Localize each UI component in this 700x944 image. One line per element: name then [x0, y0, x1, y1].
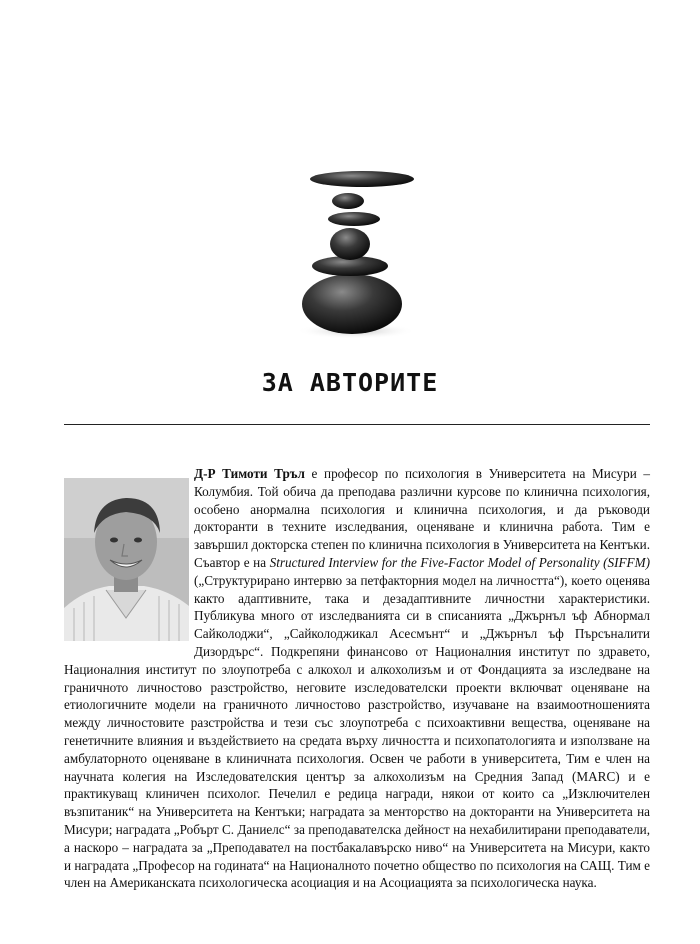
bio-book-title: Structured Interview for the Five-Factor Model of Personality (SIFFM) — [269, 554, 650, 570]
balanced-stones-icon — [284, 166, 424, 341]
section-title: ЗА АВТОРИТЕ — [261, 368, 439, 397]
author-name: Д-Р Тимоти Тръл — [194, 466, 305, 481]
title-divider — [64, 424, 650, 425]
author-bio — [64, 465, 650, 892]
photo-wrap-spacer — [64, 465, 194, 645]
bio-text-part2: („Структурирано интервю за петфакторния модел на личността“), което оценява както адаптивните, така и дезадаптивните личностни характеристики. Публикува много от изследванията си в списанията „Джърнъл ъф Абнормал Сайколоджи“, „Сайколоджикал Асесмънт“ и „Джърнъл ъф Пърсъналити Дизордърс“. Подкрепяни финансово от Националния институт по здравето, Националния институт по злоупотреба с алкохол и алкохолизъм и от Фондацията за изследване на граничното личностово разстройство, неговите изследователски проекти включват оценяване на етиологичните модели на граничното личностово разстройство, изучаване на взаимоотношенията между личностовите разстройства и тези със злоупотреба с психоактивни вещества, оценяване на генетичните влияния и въздействието на средата върху личността и психопатологията и използване на амбулаторното оценяване в клиничната психология. Освен че работи в университета, Тим е член на научната колегия на Изследователския център за алкохолизъм на Средния Запад (MARC) и е практикуващ клиничен психолог. Печелил е редица награди, някои от които са „Изключителен възпитаник“ на Университета на Кентъки; наградата за менторство на докторанти на Университета на Мисури; наградата „Робърт С. Даниелс“ за преподавателска дейност на нехабилитирани преподаватели, а наскоро – наградата за „Преподавател на постбакалавърско ниво“ на Университета на Мисури, както и наградата „Професор на годината“ на Националното почетно общество по психология на САЩ. Тим е член на Американската психологическа асоциация и на Асоциацията за психологическа наука. — [64, 572, 650, 891]
bio-text-part1: е професор по психология в Университета на Мисури – Колумбия. Той обича да преподава различни курсове по клинична психология, особено анормална психология и клинична психология, и да ръководи докторанти в техните изследвания, оценяване и клинична работа. Тим е завършил докторска степен по клинична психология в Университета на Кентъки. Съавтор е на — [194, 466, 650, 570]
